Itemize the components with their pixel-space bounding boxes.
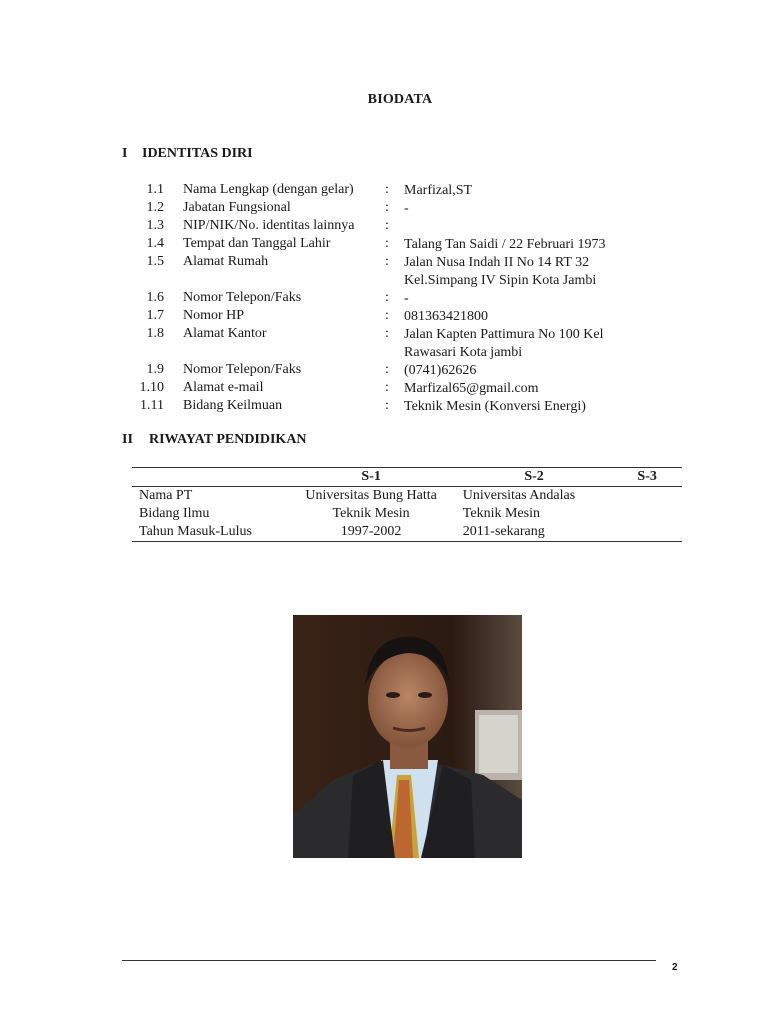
table-header-cell: S-3 <box>612 468 682 487</box>
portrait-illustration <box>293 615 522 858</box>
row-value: - <box>404 291 409 306</box>
row-value: Talang Tan Saidi / 22 Februari 1973 <box>404 237 606 252</box>
table-cell <box>612 505 682 523</box>
identity-row <box>0 218 768 236</box>
row-label: Bidang Keilmuan <box>183 398 283 413</box>
identity-row <box>0 398 768 416</box>
row-number: 1.1 <box>146 182 164 197</box>
row-colon: : <box>385 236 389 251</box>
row-value-line2: Kel.Simpang IV Sipin Kota Jambi <box>404 273 597 288</box>
table-cell: Tahun Masuk-Lulus <box>132 523 286 542</box>
identity-row <box>0 236 768 254</box>
row-colon: : <box>385 398 389 413</box>
table-header-cell: S-2 <box>456 468 613 487</box>
row-value-line1: Jalan Kapten Pattimura No 100 Kel <box>404 327 604 342</box>
table-cell: Teknik Mesin <box>332 506 410 521</box>
identity-row <box>0 308 768 326</box>
table-header-cell: S-1 <box>286 468 455 487</box>
row-value: - <box>404 201 409 216</box>
footer-divider <box>122 960 656 961</box>
row-label: Tempat dan Tanggal Lahir <box>183 236 331 251</box>
row-number: 1.6 <box>146 290 164 305</box>
row-number: 1.11 <box>140 398 164 413</box>
row-label: Nama Lengkap (dengan gelar) <box>183 182 354 197</box>
education-table <box>132 467 682 542</box>
row-colon: : <box>385 290 389 305</box>
table-header-row <box>132 468 682 487</box>
table-row <box>132 523 682 542</box>
row-number: 1.10 <box>139 380 164 395</box>
identity-row <box>0 290 768 308</box>
row-value: 081363421800 <box>404 309 488 324</box>
table-row <box>132 505 682 523</box>
section-title: RIWAYAT PENDIDIKAN <box>149 432 307 447</box>
row-label: Jabatan Fungsional <box>183 200 291 215</box>
row-label: NIP/NIK/No. identitas lainnya <box>183 218 355 233</box>
row-number: 1.3 <box>146 218 164 233</box>
section-riwayat-pendidikan-heading <box>122 432 307 448</box>
profile-photo <box>293 615 522 858</box>
row-colon: : <box>385 200 389 215</box>
table-cell: Universitas Andalas <box>462 488 576 503</box>
row-value-line2: Rawasari Kota jambi <box>404 345 523 360</box>
identity-row <box>0 326 768 362</box>
row-label: Nomor HP <box>183 308 245 323</box>
identity-row <box>0 200 768 218</box>
table-header-cell <box>132 468 286 487</box>
section-number: I <box>122 146 128 161</box>
row-colon: : <box>385 254 389 269</box>
table-cell: Bidang Ilmu <box>139 506 210 521</box>
row-value-line1: Jalan Nusa Indah II No 14 RT 32 <box>404 255 590 270</box>
row-value-block <box>404 326 603 362</box>
table-cell: Nama PT <box>139 488 193 503</box>
row-number: 1.2 <box>146 200 164 215</box>
row-value: Marfizal,ST <box>404 183 473 198</box>
identity-row <box>0 254 768 290</box>
table-cell: 2011-sekarang <box>456 523 613 542</box>
row-label: Alamat e-mail <box>183 380 264 395</box>
row-label: Alamat Rumah <box>183 254 269 269</box>
row-colon: : <box>385 326 389 341</box>
row-value: (0741)62626 <box>404 363 477 378</box>
page-number: 2 <box>672 962 678 973</box>
table-cell <box>612 487 682 506</box>
row-number: 1.8 <box>146 326 164 341</box>
section-number: II <box>122 432 133 447</box>
table-cell: Universitas Bung Hatta <box>305 488 437 503</box>
document-title: BIODATA <box>367 92 433 107</box>
identity-row <box>0 182 768 200</box>
identity-row <box>0 380 768 398</box>
row-colon: : <box>385 308 389 323</box>
row-value: Teknik Mesin (Konversi Energi) <box>404 399 586 414</box>
section-identitas-diri-heading <box>122 146 253 162</box>
row-number: 1.4 <box>146 236 164 251</box>
row-label: Nomor Telepon/Faks <box>183 290 302 305</box>
table-row <box>132 487 682 506</box>
row-colon: : <box>385 380 389 395</box>
row-number: 1.5 <box>146 254 164 269</box>
row-label: Alamat Kantor <box>183 326 267 341</box>
row-number: 1.7 <box>146 308 164 323</box>
row-label: Nomor Telepon/Faks <box>183 362 302 377</box>
row-colon: : <box>385 182 389 197</box>
table-cell <box>612 523 682 542</box>
row-colon: : <box>385 218 389 233</box>
row-colon: : <box>385 362 389 377</box>
table-cell: 1997-2002 <box>286 523 455 542</box>
section-title: IDENTITAS DIRI <box>142 146 253 161</box>
table-cell: Teknik Mesin <box>462 506 540 521</box>
row-value-block <box>404 254 596 290</box>
row-number: 1.9 <box>146 362 164 377</box>
identity-list <box>0 182 768 416</box>
identity-row <box>0 362 768 380</box>
email-value: Marfizal65@gmail.com <box>404 381 539 396</box>
